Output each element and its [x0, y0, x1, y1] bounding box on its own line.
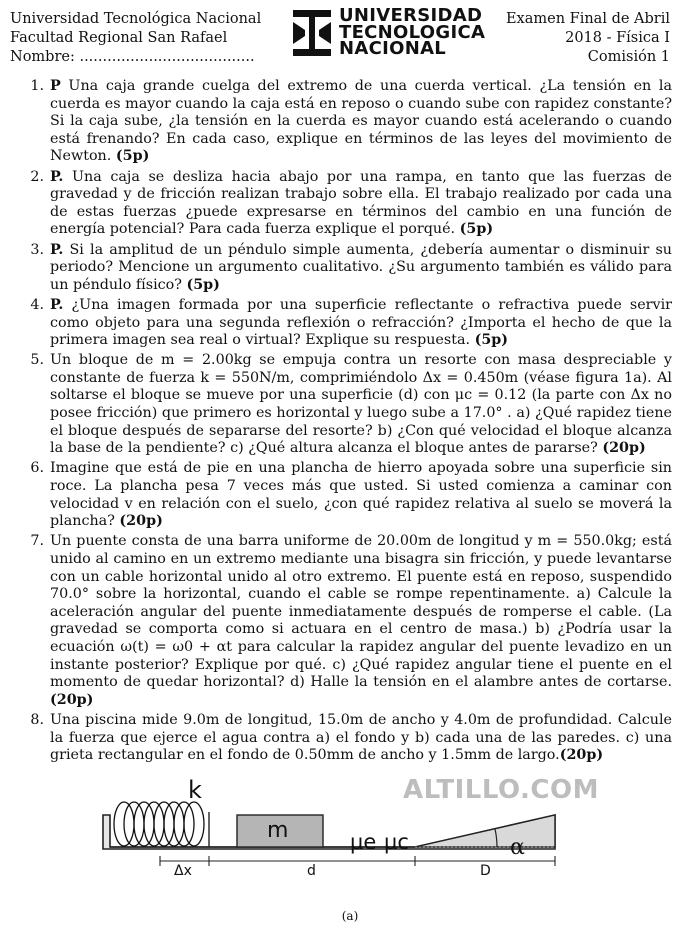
D-label: D — [480, 863, 491, 879]
question-text: Imagine que está de pie en una plancha de hierro apoyada sobre una superficie sin roce. La plancha pesa 7 veces más que usted. Si usted comienza a caminar con velocidad v en relación con el suelo, ¿con qué rapidez relativa al suelo se moverá la plancha? — [50, 460, 672, 530]
question-type: P. — [50, 168, 64, 185]
question-points: (20p) — [559, 747, 604, 764]
kinetic-friction-label: μc — [384, 830, 409, 854]
question-number: 5. — [30, 352, 44, 369]
question-number: 4. — [30, 296, 44, 313]
header-left — [10, 10, 261, 67]
question-6 — [20, 460, 672, 530]
question-text: Un bloque de m = 2.00kg se empuja contra un resorte con masa despreciable y constante de fuerza k = 550N/m, comprimiéndolo Δx = 0.450m (véase figura 1a). Al soltarse el bloque se mueve por una superficie (d) con μc = 0.12 (la parte con Δx no posee fricción) que primero es horizontal y luego sube a 17.0° . a) ¿Qué rapidez tiene el bloque después de separarse del resorte? b) ¿Con qué velocidad el bloque alcanza la base de la pendiente? c) ¿Qué altura alcanza el bloque antes de pararse? — [50, 352, 672, 457]
spring-constant-label: k — [188, 776, 202, 804]
exam-commission: Comisión 1 — [587, 49, 670, 65]
logo-wordmark — [339, 5, 486, 59]
exam-title: Examen Final de Abril — [505, 11, 670, 27]
static-friction-label: μe — [350, 830, 377, 854]
question-4 — [20, 297, 672, 350]
question-text: Una caja se desliza hacia abajo por una rampa, en tanto que las fuerzas de gravedad y de fricción realizan trabajo sobre ella. El trabajo realizado por cada una de estas fuerzas ¿puede expresarse en términos del cambio en una función de energía potencial? Para cada fuerza explique el porqué. — [50, 168, 672, 238]
question-points: (20p) — [119, 513, 163, 530]
question-5 — [20, 352, 672, 458]
logo-line-2: TECNOLOGICA — [339, 21, 486, 43]
question-points: (5p) — [115, 148, 150, 165]
angle-label: α — [510, 835, 525, 860]
question-text: Una caja grande cuelga del extremo de una cuerda vertical. ¿La tensión en la cuerda es mayor cuando la caja está en reposo o cuando sube con rapidez constante? Si la caja sube, ¿la tensión en la cuerda es mayor cuando está acelerando o cuando está frenando? En cada caso, explique en términos de las leyes del movimiento de Newton. — [50, 78, 672, 165]
spring — [114, 802, 204, 846]
logo-line-1: UNIVERSIDAD — [339, 5, 483, 26]
question-points: (20p) — [602, 440, 646, 457]
question-number: 7. — [30, 533, 44, 550]
question-8 — [20, 712, 672, 765]
question-number: 2. — [30, 168, 44, 185]
question-points: (5p) — [186, 276, 220, 293]
ramp — [415, 815, 555, 847]
logo-line-3: NACIONAL — [339, 38, 447, 59]
question-points: (5p) — [474, 332, 509, 349]
question-text: Si la amplitud de un péndulo simple aumenta, ¿debería aumentar o disminuir su periodo? Mencione un argumento cualitativo. ¿Su argumento también es válido para un péndulo físico? — [50, 241, 672, 293]
block-mass-label: m — [267, 818, 289, 843]
question-type: P. — [50, 241, 64, 258]
question-number: 8. — [30, 711, 44, 728]
question-number: 3. — [30, 241, 44, 258]
faculty-name: Facultad Regional San Rafael — [10, 30, 228, 46]
question-list — [20, 78, 672, 767]
question-type: P — [50, 78, 61, 94]
university-name: Universidad Tecnológica Nacional — [10, 11, 262, 27]
question-points: (20p) — [50, 691, 94, 708]
dimension-line — [160, 856, 555, 866]
dx-label: Δx — [174, 863, 192, 879]
question-3 — [20, 242, 672, 295]
question-points: (5p) — [459, 221, 494, 238]
question-1 — [20, 78, 672, 166]
exam-year-subject: 2018 - Física I — [565, 30, 670, 46]
utn-logo — [293, 5, 493, 59]
question-number: 1. — [30, 78, 44, 94]
figure-caption: (a) — [341, 909, 359, 923]
question-number: 6. — [30, 460, 44, 477]
question-text: Un puente consta de una barra uniforme de 20.00m de longitud y m = 550.0kg; está unido al camino en un extremo mediante una bisagra sin fricción, y puede levantarse con un cable horizontal unido al otro extremo. El puente está en reposo, suspendido 70.0° sobre la horizontal, cuando el cable se rompe repentinamente. a) Calcule la aceleración angular del puente inmediatamente después de romperse el cable. (La gravedad se comporta como si actuara en el centro de masa.) b) ¿Podría usar la ecuación ω(t) = ω0 + αt para calcular la rapidez angular del puente levadizo en un instante posterior? Explique por qué. c) ¿Qué rapidez angular tiene el puente en el momento de quedar horizontal? d) Halle la tensión en el alambre antes de cortarse. — [50, 533, 672, 691]
question-text: Una piscina mide 9.0m de longitud, 15.0m de ancho y 4.0m de profundidad. Calcule la fuerza que ejerce el agua contra a) el fondo y b) cada una de las paredes. c) una grieta rectangular en el fondo de 0.50mm de ancho y 1.5mm de largo. — [50, 711, 672, 764]
d-label: d — [307, 863, 316, 879]
question-text: ¿Una imagen formada por una superficie reflectante o refractiva puede servir como objeto para una segunda reflexión o refracción? ¿Importa el hecho de que la primera imagen sea real o virtual? Explique su respuesta. — [50, 296, 672, 349]
header-right — [506, 10, 670, 67]
utn-logo-icon — [293, 10, 331, 56]
question-type: P. — [50, 296, 64, 313]
question-2 — [20, 169, 672, 239]
question-7 — [20, 533, 672, 709]
student-name-line: Nombre: ...................................... — [10, 49, 255, 65]
watermark: ALTILLO.COM — [403, 775, 599, 805]
